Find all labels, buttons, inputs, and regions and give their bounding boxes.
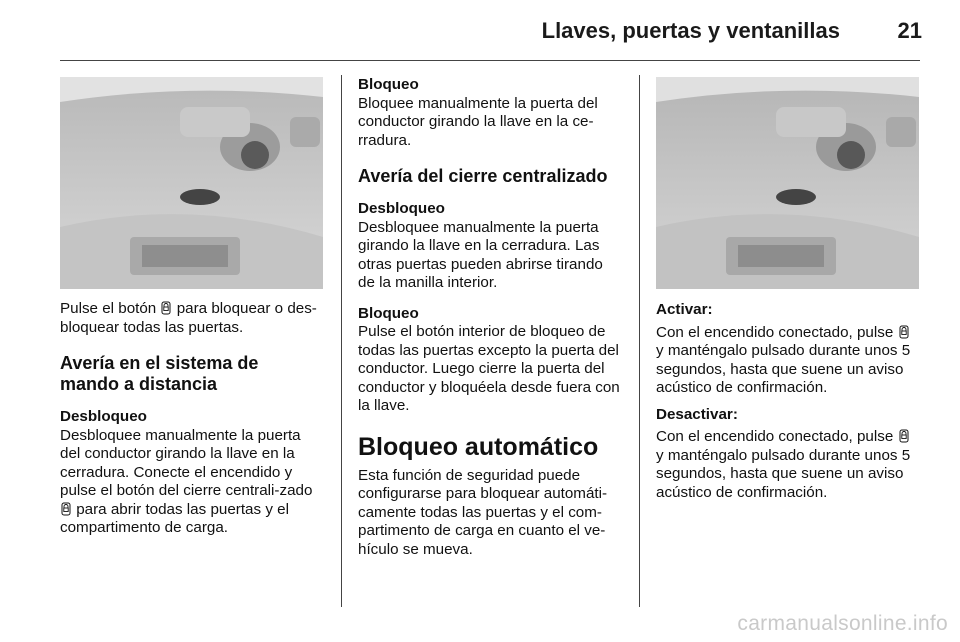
paragraph: Con el encendido conectado, pulse y manténgalo pulsado durante unos 5 segundos, hasta que suene un aviso acústico de confirmación. xyxy=(656,428,911,501)
paragraph: Pulse el botón para bloquear o des-bloquear todas las puertas. xyxy=(60,300,317,336)
subheading: Desbloqueo xyxy=(358,200,445,217)
roof-console-illustration xyxy=(60,77,323,289)
paragraph: Desbloquee manualmente la puerta del conductor girando la llave en la cerradura. Conecte el encendido y pulse el botón del cierre centrali-zado para abrir todas las puertas y el compartimento de carga. xyxy=(60,426,313,536)
watermark: carmanualsonline.info xyxy=(737,612,948,635)
subheading: Bloqueo xyxy=(358,76,419,93)
paragraph: Desbloquee manualmente la puerta girando la llave en la cerradura. Las otras puertas pueden abrirse tirando de la manilla interior. xyxy=(358,218,603,291)
page-title: Llaves, puertas y ventanillas xyxy=(541,18,840,43)
key-lock-icon xyxy=(61,502,71,516)
subheading: Desactivar: xyxy=(656,405,738,423)
column-divider xyxy=(639,75,640,607)
paragraph: Con el encendido conectado, pulse y manténgalo pulsado durante unos 5 segundos, hasta que suene un aviso acústico de confirmación. xyxy=(656,323,911,396)
page-number: 21 xyxy=(897,18,922,43)
subheading: Bloqueo xyxy=(358,304,419,322)
roof-console-photo xyxy=(60,77,323,289)
paragraph: Pulse el botón interior de bloqueo de todas las puertas excepto la puerta del conductor. Luego cierre la puerta del conductor y bloquéela desde fuera con la llave. xyxy=(358,323,620,414)
subheading: Activar: xyxy=(656,301,713,318)
column-2 xyxy=(358,76,620,559)
section-heading: Avería en el sistema de mando a distancia xyxy=(60,353,259,394)
column-1 xyxy=(60,300,322,538)
paragraph: Esta función de seguridad puede configurarse para bloquear automáti-camente todas las puertas y el com-partimento de carga en cuanto el ve-hículo se mueva. xyxy=(358,466,608,558)
paragraph: Bloquee manualmente la puerta del conductor girando la llave en la ce-rradura. xyxy=(358,94,598,149)
subheading: Desbloqueo xyxy=(60,408,147,425)
roof-console-illustration xyxy=(656,77,919,289)
key-lock-icon xyxy=(899,429,909,443)
header-rule xyxy=(60,60,920,61)
key-lock-icon xyxy=(161,301,171,315)
section-heading: Avería del cierre centralizado xyxy=(358,166,608,186)
column-3 xyxy=(656,301,918,502)
roof-console-photo xyxy=(656,77,919,289)
key-lock-icon xyxy=(899,325,909,339)
column-divider xyxy=(341,75,342,607)
chapter-heading: Bloqueo automático xyxy=(358,432,599,461)
